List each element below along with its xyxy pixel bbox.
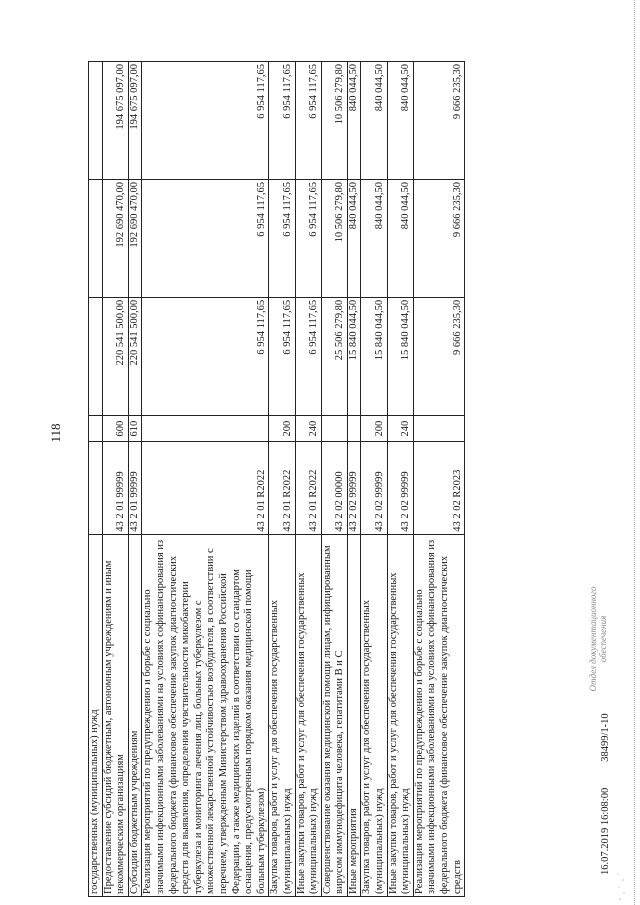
stamp-line-2: обеспечения xyxy=(598,615,608,663)
cell-name: Субсидии бюджетным учреждениям xyxy=(128,534,142,896)
cell-amount-year-3: 10 506 279,80 xyxy=(321,62,347,180)
cell-amount-year-1 xyxy=(89,297,103,415)
cell-code: 43 2 01 R2022 xyxy=(142,442,269,534)
cell-amount-year-2: 6 954 117,65 xyxy=(295,179,321,297)
department-stamp xyxy=(588,569,608,709)
cell-expense-type: 240 xyxy=(387,415,413,442)
footer xyxy=(600,713,611,875)
cell-amount-year-2: 840 044,50 xyxy=(387,179,413,297)
cell-name: Совершенствование оказания медицинской помощи лицам, инфицированным вирусом иммунодефицита человека, гепатитами В и С xyxy=(321,534,347,896)
cell-amount-year-1: 6 954 117,65 xyxy=(142,297,269,415)
cell-code: 43 2 01 99999 xyxy=(102,442,128,534)
cell-code: 43 2 02 00000 xyxy=(321,442,347,534)
budget-table-body xyxy=(89,62,465,897)
cell-code: 43 2 01 R2022 xyxy=(295,442,321,534)
cell-amount-year-2: 192 690 470,00 xyxy=(128,179,142,297)
table-row xyxy=(387,62,413,897)
cell-amount-year-2: 192 690 470,00 xyxy=(102,179,128,297)
cell-expense-type xyxy=(413,415,464,442)
cell-amount-year-3: 194 675 097,00 xyxy=(102,62,128,180)
table-row xyxy=(102,62,128,897)
cell-amount-year-1: 220 541 500,00 xyxy=(102,297,128,415)
cell-amount-year-1: 15 840 044,50 xyxy=(347,297,361,415)
cell-name: Закупка товаров, работ и услуг для обеспечения государственных (муниципальных) нужд xyxy=(361,534,387,896)
footer-doc-id: 38499/1-10 xyxy=(600,713,611,762)
cell-expense-type: 610 xyxy=(128,415,142,442)
cell-name: Иные закупки товаров, работ и услуг для обеспечения государственных (муниципальных) нужд xyxy=(295,534,321,896)
table-row xyxy=(361,62,387,897)
cell-amount-year-3: 6 954 117,65 xyxy=(295,62,321,180)
cell-expense-type xyxy=(347,415,361,442)
cell-amount-year-1: 15 840 044,50 xyxy=(361,297,387,415)
cell-amount-year-3: 840 044,50 xyxy=(347,62,361,180)
cell-expense-type: 240 xyxy=(295,415,321,442)
cell-code: 43 2 01 R2022 xyxy=(269,442,295,534)
cell-expense-type xyxy=(321,415,347,442)
cell-code: 43 2 02 99999 xyxy=(347,442,361,534)
cell-amount-year-2: 6 954 117,65 xyxy=(269,179,295,297)
cell-amount-year-3: 840 044,50 xyxy=(387,62,413,180)
cell-expense-type: 200 xyxy=(361,415,387,442)
table-row xyxy=(142,62,269,897)
cell-amount-year-3: 840 044,50 xyxy=(361,62,387,180)
cell-amount-year-3 xyxy=(89,62,103,180)
page-number: 118 xyxy=(48,423,63,443)
cell-code xyxy=(89,442,103,534)
cell-expense-type xyxy=(89,415,103,442)
cell-amount-year-2: 6 954 117,65 xyxy=(142,179,269,297)
cell-amount-year-3: 9 666 235,30 xyxy=(413,62,464,180)
cell-code: 43 2 01 99999 xyxy=(128,442,142,534)
cell-amount-year-2: 9 666 235,30 xyxy=(413,179,464,297)
page-edge-line xyxy=(634,0,636,905)
table-row xyxy=(295,62,321,897)
cell-amount-year-1: 220 541 500,00 xyxy=(128,297,142,415)
cell-amount-year-3: 194 675 097,00 xyxy=(128,62,142,180)
cell-amount-year-3: 6 954 117,65 xyxy=(142,62,269,180)
cell-name: Закупка товаров, работ и услуг для обеспечения государственных (муниципальных) нужд xyxy=(269,534,295,896)
cell-amount-year-1: 6 954 117,65 xyxy=(295,297,321,415)
cell-amount-year-3: 6 954 117,65 xyxy=(269,62,295,180)
stamp-line-1: Отдел документационного xyxy=(588,586,598,692)
footer-timestamp: 16.07.2019 16:08:00 xyxy=(600,787,611,875)
cell-code: 43 2 02 99999 xyxy=(361,442,387,534)
cell-amount-year-2: 840 044,50 xyxy=(361,179,387,297)
budget-table xyxy=(88,61,465,897)
cell-name: Иные закупки товаров, работ и услуг для обеспечения государственных (муниципальных) нужд xyxy=(387,534,413,896)
cell-expense-type: 600 xyxy=(102,415,128,442)
cell-name: Предоставление субсидий бюджетным, автономным учреждениям и иным некоммерческим организациям xyxy=(102,534,128,896)
cell-amount-year-1: 15 840 044,50 xyxy=(387,297,413,415)
cell-code: 43 2 02 R2023 xyxy=(413,442,464,534)
cell-amount-year-2: 840 044,50 xyxy=(347,179,361,297)
cell-name: Реализация мероприятий по предупреждению и борьбе с социально значимыми инфекционными заболеваниями на условиях софинансирования из федерального бюджета (финансовое обеспечение закупок диагностических средств xyxy=(413,534,464,896)
cell-code: 43 2 02 99999 xyxy=(387,442,413,534)
cell-amount-year-2 xyxy=(89,179,103,297)
cell-amount-year-1: 9 666 235,30 xyxy=(413,297,464,415)
table-row xyxy=(89,62,103,897)
table-row xyxy=(347,62,361,897)
cell-name: Реализация мероприятий по предупреждению и борьбе с социально значимыми инфекционными заболеваниями на условиях софинансирования из федерального бюджета (финансовое обеспечение закупок диагностических средств для выявления, определения чувствительности микобактерии туберкулеза и мониторинга лечения лиц, больных туберкулезом с множественной лекарственной устойчивостью возбудителя, в соответствии с перечнем, утвержденным Министерством здравоохранения Российской Федерации, а также медицинских изделий в соответствии со стандартом оснащения, предусмотренным порядком оказания медицинской помощи больным туберкулезом) xyxy=(142,534,269,896)
cell-expense-type xyxy=(142,415,269,442)
table-row xyxy=(321,62,347,897)
cell-name: государственных (муниципальных) нужд xyxy=(89,534,103,896)
cell-amount-year-1: 6 954 117,65 xyxy=(269,297,295,415)
scan-artifact-icon xyxy=(612,835,632,905)
table-row xyxy=(269,62,295,897)
cell-amount-year-1: 25 506 279,80 xyxy=(321,297,347,415)
table-row xyxy=(413,62,464,897)
cell-expense-type: 200 xyxy=(269,415,295,442)
cell-amount-year-2: 10 506 279,80 xyxy=(321,179,347,297)
cell-name: Иные мероприятия xyxy=(347,534,361,896)
table-row xyxy=(128,62,142,897)
